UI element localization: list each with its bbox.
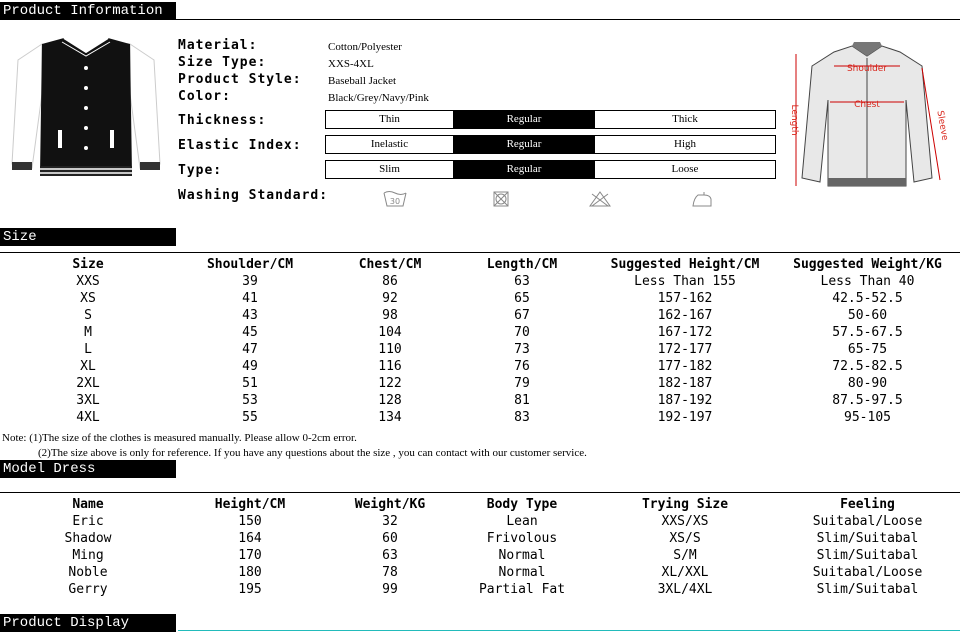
wash-30-icon: [383, 190, 407, 208]
model-table-cell: XL/XXL: [661, 565, 709, 580]
type-scale: [325, 160, 776, 179]
model-table-cell: S/M: [673, 548, 697, 563]
model-table-cell: Suitabal/Loose: [812, 565, 923, 580]
size-table-cell: 4XL: [76, 410, 100, 425]
section-title-model-dress: Model Dress: [0, 460, 176, 478]
size-table-cell: 43: [242, 308, 258, 323]
diagram-sleeve-label: Sleeve: [934, 109, 950, 142]
size-col-height: Suggested Height/CM: [610, 257, 760, 272]
model-table-cell: Noble: [68, 565, 108, 580]
size-table: [0, 256, 960, 426]
size-table-cell: 42.5-52.5: [832, 291, 903, 306]
model-table-cell: XS/S: [669, 531, 701, 546]
size-col-size: Size: [72, 257, 104, 272]
model-col-feeling: Feeling: [840, 497, 895, 512]
model-table-row: [0, 547, 960, 564]
size-table-cell: 73: [514, 342, 530, 357]
model-table-cell: Frivolous: [486, 531, 558, 546]
size-table-cell: XXS: [76, 274, 100, 289]
section-divider: [0, 492, 960, 493]
model-table-cell: 3XL/4XL: [657, 582, 713, 597]
size-type-label: Size Type:: [178, 55, 267, 70]
color-label: Color:: [178, 89, 231, 104]
product-style-value: Baseball Jacket: [328, 75, 397, 87]
model-table-header: [0, 496, 960, 513]
size-table-cell: 98: [382, 308, 398, 323]
type-loose: Loose: [671, 163, 699, 175]
size-table-cell: 83: [514, 410, 530, 425]
size-table-row: [0, 324, 960, 341]
size-table-cell: 87.5-97.5: [832, 393, 903, 408]
wash-temp-text: 30: [389, 197, 401, 206]
size-table-cell: 80-90: [847, 376, 888, 391]
model-table-cell: Suitabal/Loose: [812, 514, 923, 529]
size-table-cell: XS: [80, 291, 96, 306]
size-table-cell: 55: [242, 410, 258, 425]
model-col-body-type: Body Type: [486, 497, 558, 512]
elastic-regular: Regular: [453, 136, 595, 153]
size-col-chest: Chest/CM: [358, 257, 422, 272]
model-col-height: Height/CM: [214, 497, 286, 512]
model-col-name: Name: [72, 497, 104, 512]
size-table-cell: 72.5-82.5: [832, 359, 903, 374]
thickness-label: Thickness:: [178, 113, 267, 128]
measurement-diagram: [782, 40, 952, 200]
size-table-cell: 95-105: [844, 410, 891, 425]
size-table-row: [0, 307, 960, 324]
size-table-cell: 162-167: [657, 308, 713, 323]
size-table-cell: 50-60: [847, 308, 888, 323]
size-table-cell: 63: [514, 274, 530, 289]
model-table-cell: 99: [382, 582, 398, 597]
elastic-high: High: [674, 138, 696, 150]
model-table-cell: Normal: [498, 548, 546, 563]
model-table-cell: XXS/XS: [661, 514, 709, 529]
model-table-cell: Ming: [72, 548, 104, 563]
size-table-cell: 192-197: [657, 410, 713, 425]
size-table-cell: 92: [382, 291, 398, 306]
size-table-cell: 128: [378, 393, 402, 408]
model-col-trying-size: Trying Size: [641, 497, 729, 512]
size-table-cell: 81: [514, 393, 530, 408]
model-table-cell: 170: [238, 548, 262, 563]
elastic-index-scale: [325, 135, 776, 154]
model-table-cell: 164: [238, 531, 262, 546]
model-table-cell: Lean: [506, 514, 538, 529]
size-table-row: [0, 290, 960, 307]
model-table-cell: 195: [238, 582, 262, 597]
diagram-chest-label: Chest: [854, 100, 880, 110]
model-table-cell: 60: [382, 531, 398, 546]
size-col-shoulder: Shoulder/CM: [206, 257, 294, 272]
size-table-cell: 177-182: [657, 359, 713, 374]
diagram-shoulder-label: Shoulder: [846, 64, 888, 74]
no-bleach-icon: [588, 190, 612, 208]
size-table-cell: 39: [242, 274, 258, 289]
model-table-row: [0, 513, 960, 530]
size-table-cell: 116: [378, 359, 402, 374]
model-table-cell: 78: [382, 565, 398, 580]
size-table-cell: 172-177: [657, 342, 713, 357]
model-table-row: [0, 564, 960, 581]
size-table-cell: Less Than 40: [820, 274, 915, 289]
model-table-cell: 150: [238, 514, 262, 529]
size-table-cell: 41: [242, 291, 258, 306]
washing-standard-label: Washing Standard:: [178, 188, 329, 203]
model-table-cell: Normal: [498, 565, 546, 580]
iron-icon: [690, 190, 714, 208]
section-title-size: Size: [0, 228, 176, 246]
size-table-cell: 49: [242, 359, 258, 374]
size-table-cell: 3XL: [76, 393, 100, 408]
material-value: Cotton/Polyester: [328, 41, 402, 53]
size-table-row: [0, 273, 960, 290]
size-table-cell: 2XL: [76, 376, 100, 391]
size-table-cell: 86: [382, 274, 398, 289]
thickness-regular: Regular: [453, 111, 595, 128]
size-table-cell: M: [84, 325, 92, 340]
thickness-scale: [325, 110, 776, 129]
thickness-thin: Thin: [379, 113, 400, 125]
section-divider: [0, 19, 960, 20]
size-table-cell: 79: [514, 376, 530, 391]
size-table-cell: 110: [378, 342, 402, 357]
note-line-2: (2)The size above is only for reference. If you have any questions about the size , you can contact with our customer service.: [38, 447, 587, 459]
model-table-cell: Slim/Suitabal: [816, 582, 919, 597]
size-table-cell: 53: [242, 393, 258, 408]
type-label: Type:: [178, 163, 223, 178]
section-divider: [178, 630, 960, 631]
note-line-1: Note: (1)The size of the clothes is measured manually. Please allow 0-2cm error.: [2, 432, 357, 444]
product-style-label: Product Style:: [178, 72, 302, 87]
section-title-product-information: Product Information: [0, 2, 176, 20]
material-label: Material:: [178, 38, 258, 53]
model-table-cell: Gerry: [68, 582, 108, 597]
size-table-cell: 45: [242, 325, 258, 340]
model-table-cell: Shadow: [64, 531, 112, 546]
model-table-cell: 180: [238, 565, 262, 580]
section-divider: [0, 252, 960, 253]
size-table-cell: 157-162: [657, 291, 713, 306]
type-slim: Slim: [379, 163, 400, 175]
type-regular: Regular: [453, 161, 595, 178]
size-table-header: [0, 256, 960, 273]
size-table-cell: 76: [514, 359, 530, 374]
model-table-cell: Slim/Suitabal: [816, 531, 919, 546]
color-value: Black/Grey/Navy/Pink: [328, 92, 429, 104]
model-table-cell: Eric: [72, 514, 104, 529]
model-table-row: [0, 530, 960, 547]
no-tumble-dry-icon: [490, 190, 514, 208]
size-table-row: [0, 392, 960, 409]
size-table-cell: 51: [242, 376, 258, 391]
model-table: [0, 496, 960, 598]
size-table-cell: 167-172: [657, 325, 713, 340]
size-table-cell: S: [84, 308, 92, 323]
size-table-row: [0, 358, 960, 375]
elastic-inelastic: Inelastic: [370, 138, 409, 150]
model-table-cell: Partial Fat: [478, 582, 566, 597]
section-title-product-display: Product Display: [0, 614, 176, 632]
size-table-cell: 65: [514, 291, 530, 306]
size-table-cell: 57.5-67.5: [832, 325, 903, 340]
size-table-cell: 67: [514, 308, 530, 323]
model-col-weight: Weight/KG: [354, 497, 426, 512]
size-table-cell: 47: [242, 342, 258, 357]
size-table-cell: 187-192: [657, 393, 713, 408]
size-table-row: [0, 409, 960, 426]
diagram-length-label: Length: [789, 104, 799, 136]
size-table-row: [0, 341, 960, 358]
size-table-cell: L: [84, 342, 92, 357]
size-table-cell: 134: [378, 410, 402, 425]
baseball-jacket-image: [8, 34, 164, 186]
size-col-length: Length/CM: [486, 257, 558, 272]
size-table-cell: 70: [514, 325, 530, 340]
elastic-index-label: Elastic Index:: [178, 138, 302, 153]
model-table-cell: 32: [382, 514, 398, 529]
size-table-row: [0, 375, 960, 392]
model-table-cell: 63: [382, 548, 398, 563]
model-table-row: [0, 581, 960, 598]
size-table-cell: Less Than 155: [634, 274, 736, 289]
size-table-cell: 122: [378, 376, 402, 391]
thickness-thick: Thick: [672, 113, 698, 125]
size-table-cell: 65-75: [847, 342, 888, 357]
size-table-cell: XL: [80, 359, 96, 374]
size-type-value: XXS-4XL: [328, 58, 374, 70]
size-table-cell: 104: [378, 325, 402, 340]
size-table-cell: 182-187: [657, 376, 713, 391]
model-table-cell: Slim/Suitabal: [816, 548, 919, 563]
size-col-weight: Suggested Weight/KG: [793, 257, 942, 272]
